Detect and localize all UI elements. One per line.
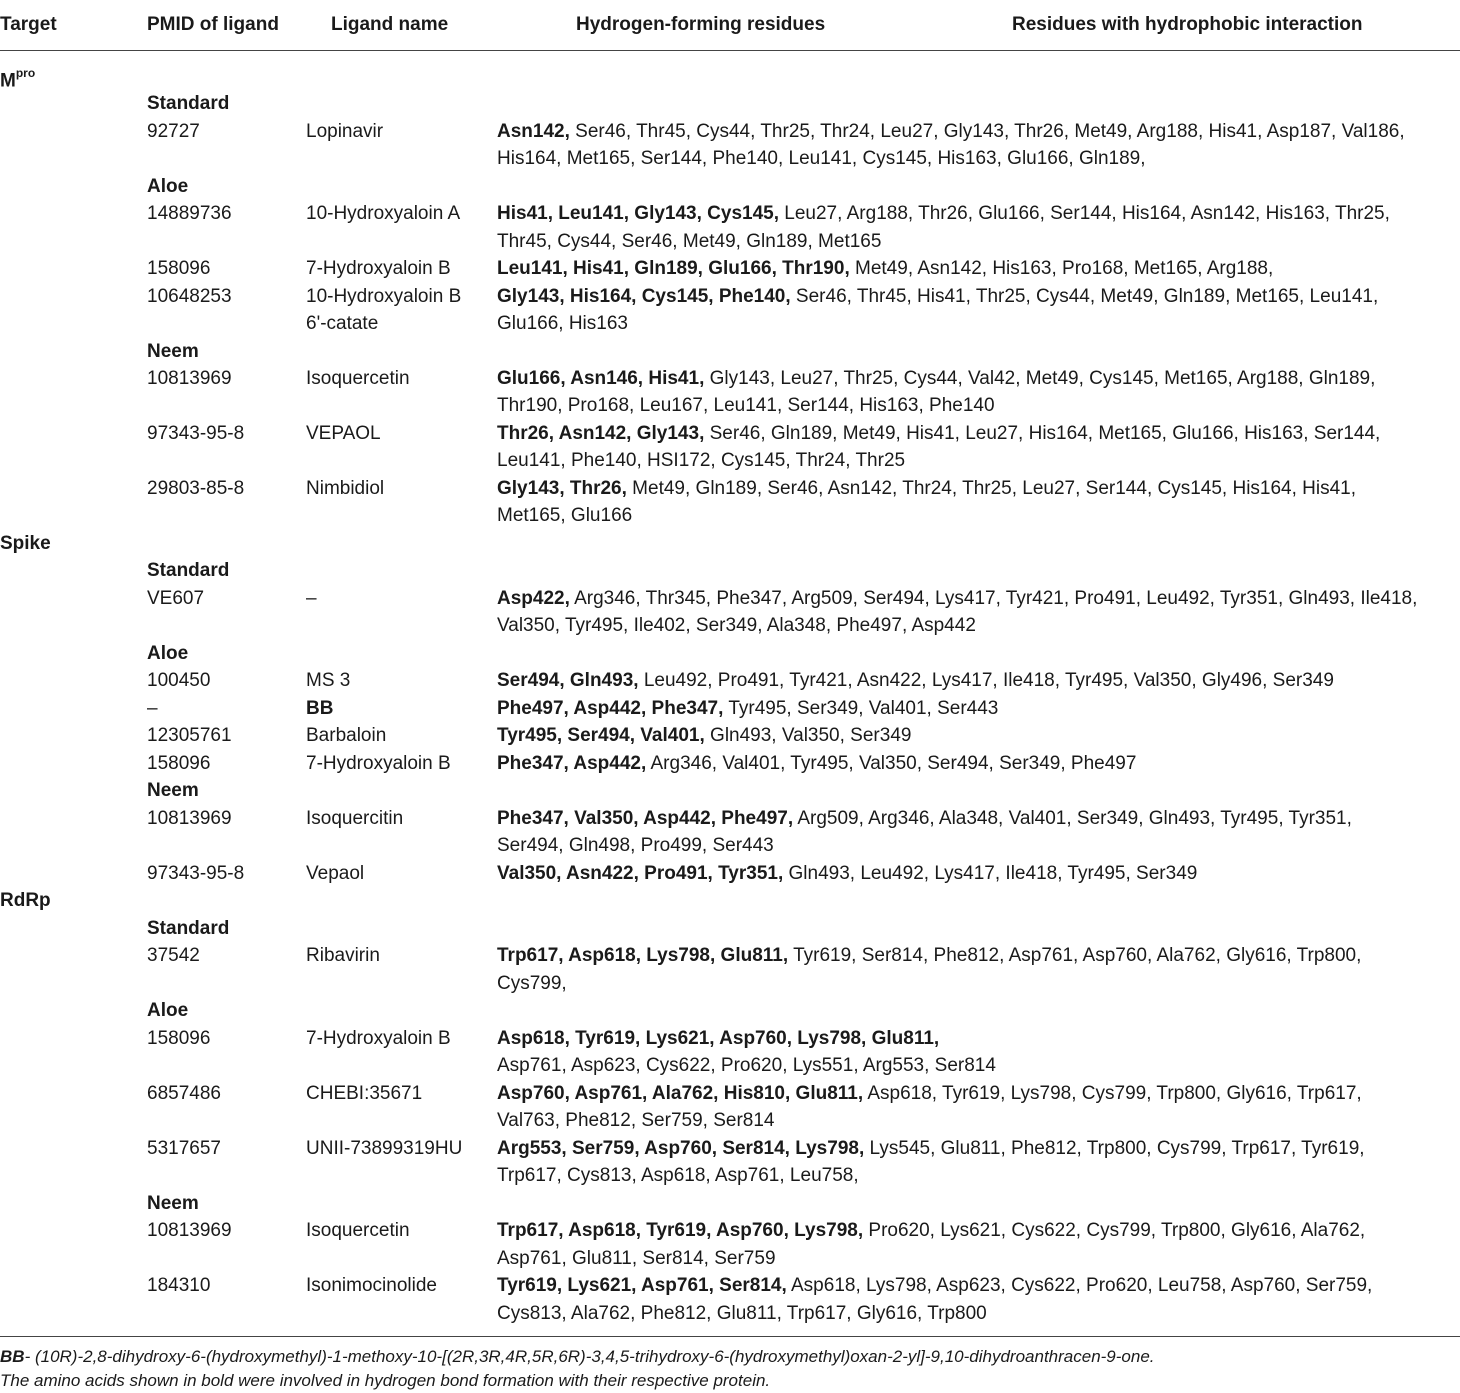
residues-cell: Gly143, Thr26, Met49, Gln189, Ser46, Asn142, Thr24, Thr25, Leu27, Ser144, Cys145, His164, His41, <box>497 478 1357 499</box>
table-row <box>0 475 1460 502</box>
pmid-cell: 10813969 <box>147 368 232 389</box>
table-row <box>0 750 1460 777</box>
residues-cell: Ser494, Gln493, Leu492, Pro491, Tyr421, Asn422, Lys417, Ile418, Tyr495, Val350, Gly496, Ser349 <box>497 670 1334 691</box>
ligand-name-cell: – <box>306 588 317 609</box>
table-row <box>0 200 1460 227</box>
pmid-cell: 97343-95-8 <box>147 863 245 884</box>
table-bottom-rule <box>0 1336 1460 1337</box>
residues-cell: Met165, Glu166 <box>497 505 633 526</box>
pmid-cell: 37542 <box>147 945 200 966</box>
residues-cell: Phe347, Asp442, Arg346, Val401, Tyr495, Val350, Ser494, Ser349, Phe497 <box>497 753 1137 774</box>
pmid-cell: 97343-95-8 <box>147 423 245 444</box>
ligand-name-cell: 7-Hydroxyaloin B <box>306 258 451 279</box>
group-label: Neem <box>147 1193 199 1214</box>
footnote-bb: BB- (10R)-2,8-dihydroxy-6-(hydroxymethyl)-1-methoxy-10-[(2R,3R,4R,5R,6R)-3,4,5-trihydroxy-6-(hydroxymethyl)oxan-2-yl]-9,10-dihydroanthracen-9-one. <box>0 1347 1155 1366</box>
target-row-spike <box>0 530 1460 557</box>
ligand-name-cell: Vepaol <box>306 863 365 884</box>
table-row <box>0 1135 1460 1162</box>
pmid-cell: – <box>147 698 158 719</box>
ligand-name-cell: 6'-catate <box>306 313 379 334</box>
table-row <box>0 695 1460 722</box>
ligand-name-cell: 10-Hydroxyaloin A <box>306 203 461 224</box>
residues-cell: Glu166, His163 <box>497 313 628 334</box>
table-row-continuation <box>0 1162 1460 1189</box>
ligand-name-cell: Isoquercetin <box>306 368 410 389</box>
group-row-neem <box>0 1190 1460 1217</box>
footnote-bold-note: The amino acids shown in bold were involved in hydrogen bond formation with their respective protein. <box>0 1371 771 1390</box>
pmid-cell: 29803-85-8 <box>147 478 245 499</box>
residues-cell: Asp618, Tyr619, Lys621, Asp760, Lys798, Glu811, <box>497 1028 940 1049</box>
table-row <box>0 860 1460 887</box>
ligand-name-cell: VEPAOL <box>306 423 381 444</box>
ligand-name-cell: UNII-73899319HU <box>306 1138 463 1159</box>
table-row-continuation <box>0 145 1460 172</box>
ligand-name-cell: Barbaloin <box>306 725 387 746</box>
table-row <box>0 805 1460 832</box>
group-label: Standard <box>147 560 230 581</box>
table-row-continuation <box>0 970 1460 997</box>
table-row <box>0 1025 1460 1052</box>
residues-cell: Glu166, Asn146, His41, Gly143, Leu27, Thr25, Cys44, Val42, Met49, Cys145, Met165, Arg188, Gln189, <box>497 368 1376 389</box>
pmid-cell: 10648253 <box>147 286 232 307</box>
residues-cell: Tyr619, Lys621, Asp761, Ser814, Asp618, Lys798, Asp623, Cys622, Pro620, Leu758, Asp760, Ser759, <box>497 1275 1373 1296</box>
residues-cell: Val350, Asn422, Pro491, Tyr351, Gln493, Leu492, Lys417, Ile418, Tyr495, Ser349 <box>497 863 1198 884</box>
target-label: Spike <box>0 533 51 554</box>
table-header <box>0 0 1460 51</box>
table-row <box>0 667 1460 694</box>
residues-cell: Phe347, Val350, Asp442, Phe497, Arg509, Arg346, Ala348, Val401, Ser349, Gln493, Tyr495, Tyr351, <box>497 808 1352 829</box>
ligand-name-cell: Ribavirin <box>306 945 380 966</box>
ligand-name-cell: Lopinavir <box>306 121 384 142</box>
group-row-standard <box>0 915 1460 942</box>
pmid-cell: VE607 <box>147 588 205 609</box>
ligand-name-cell: 10-Hydroxyaloin B <box>306 286 462 307</box>
group-label: Standard <box>147 918 230 939</box>
residues-cell: Ser494, Gln498, Pro499, Ser443 <box>497 835 774 856</box>
target-label: RdRp <box>0 890 51 911</box>
ligand-name-cell: BB <box>306 698 334 719</box>
header-pmid: PMID of ligand <box>147 14 279 35</box>
ligand-name-cell: Isoquercetin <box>306 1220 410 1241</box>
pmid-cell: 158096 <box>147 258 211 279</box>
ligand-name-cell: Isonimocinolide <box>306 1275 437 1296</box>
group-label: Neem <box>147 780 199 801</box>
residues-cell: His164, Met165, Ser144, Phe140, Leu141, Cys145, His163, Glu166, Gln189, <box>497 148 1146 169</box>
group-row-aloe <box>0 640 1460 667</box>
table-row-continuation <box>0 612 1460 639</box>
ligand-name-cell: CHEBI:35671 <box>306 1083 423 1104</box>
residues-cell: Asp760, Asp761, Ala762, His810, Glu811, Asp618, Tyr619, Lys798, Cys799, Trp800, Gly616, Trp617, <box>497 1083 1362 1104</box>
table-row <box>0 1272 1460 1299</box>
residues-cell: Asp761, Asp623, Cys622, Pro620, Lys551, Arg553, Ser814 <box>497 1055 996 1076</box>
group-row-aloe <box>0 173 1460 200</box>
residues-cell: Val763, Phe812, Ser759, Ser814 <box>497 1110 775 1131</box>
table-row-continuation <box>0 1107 1460 1134</box>
residues-cell: Gly143, His164, Cys145, Phe140, Ser46, Thr45, His41, Thr25, Cys44, Met49, Gln189, Met165, Leu141, <box>497 286 1379 307</box>
pmid-cell: 6857486 <box>147 1083 221 1104</box>
header-target: Target <box>0 14 57 35</box>
group-label: Standard <box>147 93 230 114</box>
ligand-name-cell: 7-Hydroxyaloin B <box>306 753 451 774</box>
group-row-neem <box>0 338 1460 365</box>
target-row-rdrp <box>0 887 1460 914</box>
ligand-name-cell: Isoquercitin <box>306 808 404 829</box>
table-row-continuation <box>0 447 1460 474</box>
table-row-continuation <box>0 1245 1460 1272</box>
table-row <box>0 722 1460 749</box>
residues-cell: Leu141, Phe140, HSI172, Cys145, Thr24, Thr25 <box>497 450 906 471</box>
table-row <box>0 585 1460 612</box>
group-label: Aloe <box>147 176 189 197</box>
pmid-cell: 10813969 <box>147 1220 232 1241</box>
pmid-cell: 10813969 <box>147 808 232 829</box>
table-row <box>0 420 1460 447</box>
residues-cell: His41, Leu141, Gly143, Cys145, Leu27, Arg188, Thr26, Glu166, Ser144, His164, Asn142, His163, Thr25, <box>497 203 1390 224</box>
table-row-continuation <box>0 832 1460 859</box>
group-label: Neem <box>147 341 199 362</box>
pmid-cell: 5317657 <box>147 1138 221 1159</box>
pmid-cell: 158096 <box>147 753 211 774</box>
pmid-cell: 158096 <box>147 1028 211 1049</box>
target-label: $M^{pro}$ <box>0 66 36 92</box>
table-row <box>0 283 1460 310</box>
residues-cell: Thr26, Asn142, Gly143, Ser46, Gln189, Met49, His41, Leu27, His164, Met165, Glu166, His163, Ser144, <box>497 423 1381 444</box>
pmid-cell: 100450 <box>147 670 211 691</box>
table-row-continuation <box>0 228 1460 255</box>
residues-cell: Cys813, Ala762, Phe812, Glu811, Trp617, Gly616, Trp800 <box>497 1303 987 1324</box>
header-hydrophobic-residues: Residues with hydrophobic interaction <box>1012 14 1363 35</box>
group-label: Aloe <box>147 643 189 664</box>
residues-cell: Cys799, <box>497 973 567 994</box>
pmid-cell: 184310 <box>147 1275 211 1296</box>
ligand-name-cell: Nimbidiol <box>306 478 385 499</box>
residues-cell: Leu141, His41, Gln189, Glu166, Thr190, Met49, Asn142, His163, Pro168, Met165, Arg188, <box>497 258 1274 279</box>
residues-cell: Asp761, Glu811, Ser814, Ser759 <box>497 1248 776 1269</box>
table-row <box>0 1080 1460 1107</box>
ligand-name-cell: MS 3 <box>306 670 351 691</box>
residues-cell: Thr45, Cys44, Ser46, Met49, Gln189, Met165 <box>497 231 882 252</box>
table-row-continuation <box>0 1300 1460 1327</box>
pmid-cell: 14889736 <box>147 203 232 224</box>
residues-cell: Phe497, Asp442, Phe347, Tyr495, Ser349, Val401, Ser443 <box>497 698 999 719</box>
table-row-continuation <box>0 502 1460 529</box>
target-row-mpro <box>0 62 1460 92</box>
table-row <box>0 255 1460 282</box>
header-hydrogen-residues: Hydrogen-forming residues <box>576 14 826 35</box>
residues-cell: Trp617, Cys813, Asp618, Asp761, Leu758, <box>497 1165 859 1186</box>
residues-cell: Asp422, Arg346, Thr345, Phe347, Arg509, Ser494, Lys417, Tyr421, Pro491, Leu492, Tyr351, Gln493, Ile418, <box>497 588 1418 609</box>
group-row-standard <box>0 557 1460 584</box>
residues-cell: Tyr495, Ser494, Val401, Gln493, Val350, Ser349 <box>497 725 912 746</box>
table-row <box>0 118 1460 145</box>
header-ligand-name: Ligand name <box>331 14 449 35</box>
residues-cell: Trp617, Asp618, Lys798, Glu811, Tyr619, Ser814, Phe812, Asp761, Asp760, Ala762, Gly616, Trp800, <box>497 945 1362 966</box>
group-label: Aloe <box>147 1000 189 1021</box>
table-row-continuation <box>0 392 1460 419</box>
group-row-neem <box>0 777 1460 804</box>
residues-cell: Val350, Tyr495, Ile402, Ser349, Ala348, Phe497, Asp442 <box>497 615 976 636</box>
table-row <box>0 942 1460 969</box>
residues-cell: Asn142, Ser46, Thr45, Cys44, Thr25, Thr24, Leu27, Gly143, Thr26, Met49, Arg188, His41, Asp187, Val186, <box>497 121 1405 142</box>
pmid-cell: 92727 <box>147 121 200 142</box>
group-row-standard <box>0 90 1460 117</box>
residues-cell: Trp617, Asp618, Tyr619, Asp760, Lys798, Pro620, Lys621, Cys622, Cys799, Trp800, Gly616, Ala762, <box>497 1220 1366 1241</box>
table-row <box>0 1217 1460 1244</box>
table-row <box>0 365 1460 392</box>
residues-cell: Thr190, Pro168, Leu167, Leu141, Ser144, His163, Phe140 <box>497 395 995 416</box>
residues-cell: Arg553, Ser759, Asp760, Ser814, Lys798, Lys545, Glu811, Phe812, Trp800, Cys799, Trp617, Tyr619, <box>497 1138 1365 1159</box>
table-row-continuation <box>0 1052 1460 1079</box>
group-row-aloe <box>0 997 1460 1024</box>
ligand-name-cell: 7-Hydroxyaloin B <box>306 1028 451 1049</box>
pmid-cell: 12305761 <box>147 725 232 746</box>
table-row-continuation <box>0 310 1460 337</box>
